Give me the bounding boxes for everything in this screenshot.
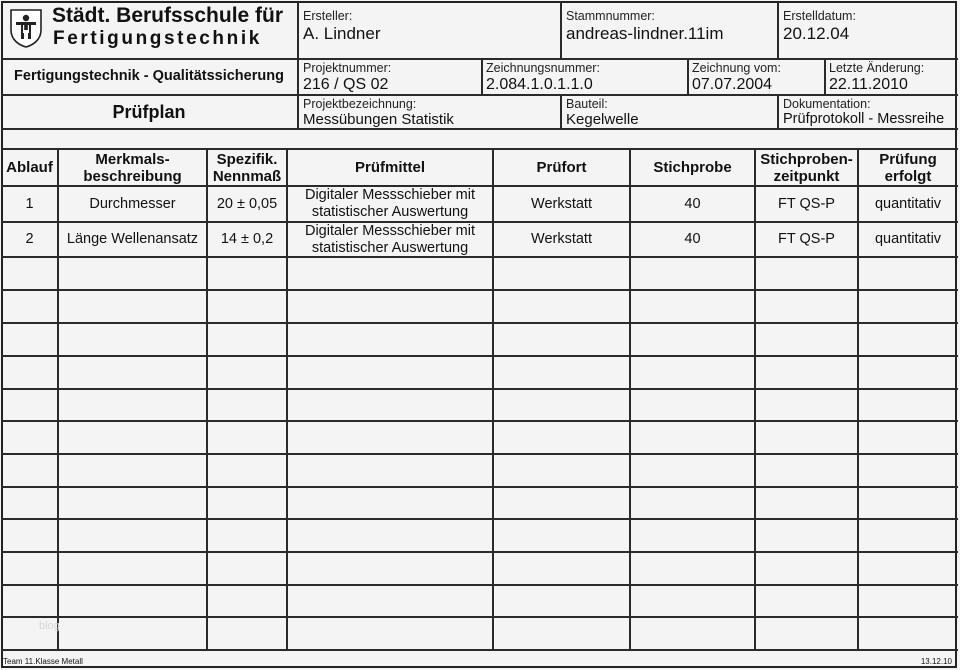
cell-pruefmittel: Digitaler Messschieber mit statistischer Auswertung (304, 222, 476, 256)
cell-pruefort: Werkstatt (531, 195, 592, 212)
letzte-aenderung-label: Letzte Änderung: (829, 61, 925, 75)
column-header-merkmal: Merkmals- beschreibung (83, 150, 182, 185)
bauteil-value: Kegelwelle (566, 111, 639, 128)
munich-coat-of-arms-icon (9, 8, 43, 48)
cell-stichprobe: 40 (684, 231, 701, 247)
zeichnung-vom-label: Zeichnung vom: (692, 61, 781, 75)
column-header-ablauf: Ablauf (6, 159, 53, 176)
projektbezeichnung-label: Projektbezeichnung: (303, 97, 417, 111)
doc-type-title: Prüfplan (112, 102, 186, 122)
zeichnung-vom-value: 07.07.2004 (692, 76, 773, 93)
column-header-stichprobe: Stichprobe (653, 159, 732, 176)
cell-nennmass: 20 ± 0,05 (216, 195, 278, 212)
department-title: Fertigungstechnik - Qualitätssicherung (14, 68, 284, 84)
footer-date: 13.12.10 (920, 657, 952, 666)
cell-erfolgt: quantitativ (874, 195, 942, 212)
projektbezeichnung-value: Messübungen Statistik (303, 111, 454, 128)
cell-pruefort: Werkstatt (531, 231, 592, 247)
cell-zeitpunkt: FT QS-P (778, 231, 835, 247)
erstelldatum-label: Erstelldatum: (783, 9, 856, 23)
column-header-pruefort: Prüfort (536, 159, 587, 176)
cell-pruefmittel: Digitaler Messschieber mit statistischer Auswertung (304, 187, 476, 220)
school-name-line2: Fertigungstechnik (53, 28, 262, 49)
watermark-text: blog (39, 620, 60, 632)
cell-zeitpunkt: FT QS-P (778, 195, 835, 212)
footer-left-text: Team 11.Klasse Metall (3, 657, 83, 666)
stammnummer-value: andreas-lindner.11im (566, 24, 724, 43)
zeichnungsnummer-label: Zeichnungsnummer: (486, 61, 600, 75)
column-header-erfolgt: Prüfung erfolgt (879, 150, 937, 185)
column-header-nennmass: Spezifik. Nennmaß (212, 150, 282, 185)
cell-merkmal: Länge Wellenansatz (66, 231, 199, 247)
dokumentation-label: Dokumentation: (783, 97, 871, 111)
cell-ablauf: 2 (25, 231, 34, 247)
column-header-pruefmittel: Prüfmittel (354, 159, 425, 176)
projektnummer-value: 216 / QS 02 (303, 76, 389, 93)
projektnummer-label: Projektnummer: (303, 61, 392, 75)
school-name-line1: Städt. Berufsschule für (52, 4, 284, 27)
dokumentation-value: Prüfprotokoll - Messreihe (783, 111, 945, 127)
zeichnungsnummer-value: 2.084.1.0.1.1.0 (486, 76, 593, 93)
erstelldatum-value: 20.12.04 (783, 24, 850, 43)
cell-merkmal: Durchmesser (89, 195, 176, 212)
cell-ablauf: 1 (25, 195, 34, 212)
stammnummer-label: Stammnummer: (566, 9, 655, 23)
ersteller-value: A. Lindner (303, 24, 381, 43)
ersteller-label: Ersteller: (303, 9, 353, 23)
bauteil-label: Bauteil: (566, 97, 608, 111)
cell-nennmass: 14 ± 0,2 (220, 231, 274, 247)
column-header-zeitpunkt: Stichproben- zeitpunkt (760, 150, 853, 185)
letzte-aenderung-value: 22.11.2010 (829, 76, 908, 93)
cell-stichprobe: 40 (684, 195, 701, 212)
cell-erfolgt: quantitativ (874, 231, 942, 247)
